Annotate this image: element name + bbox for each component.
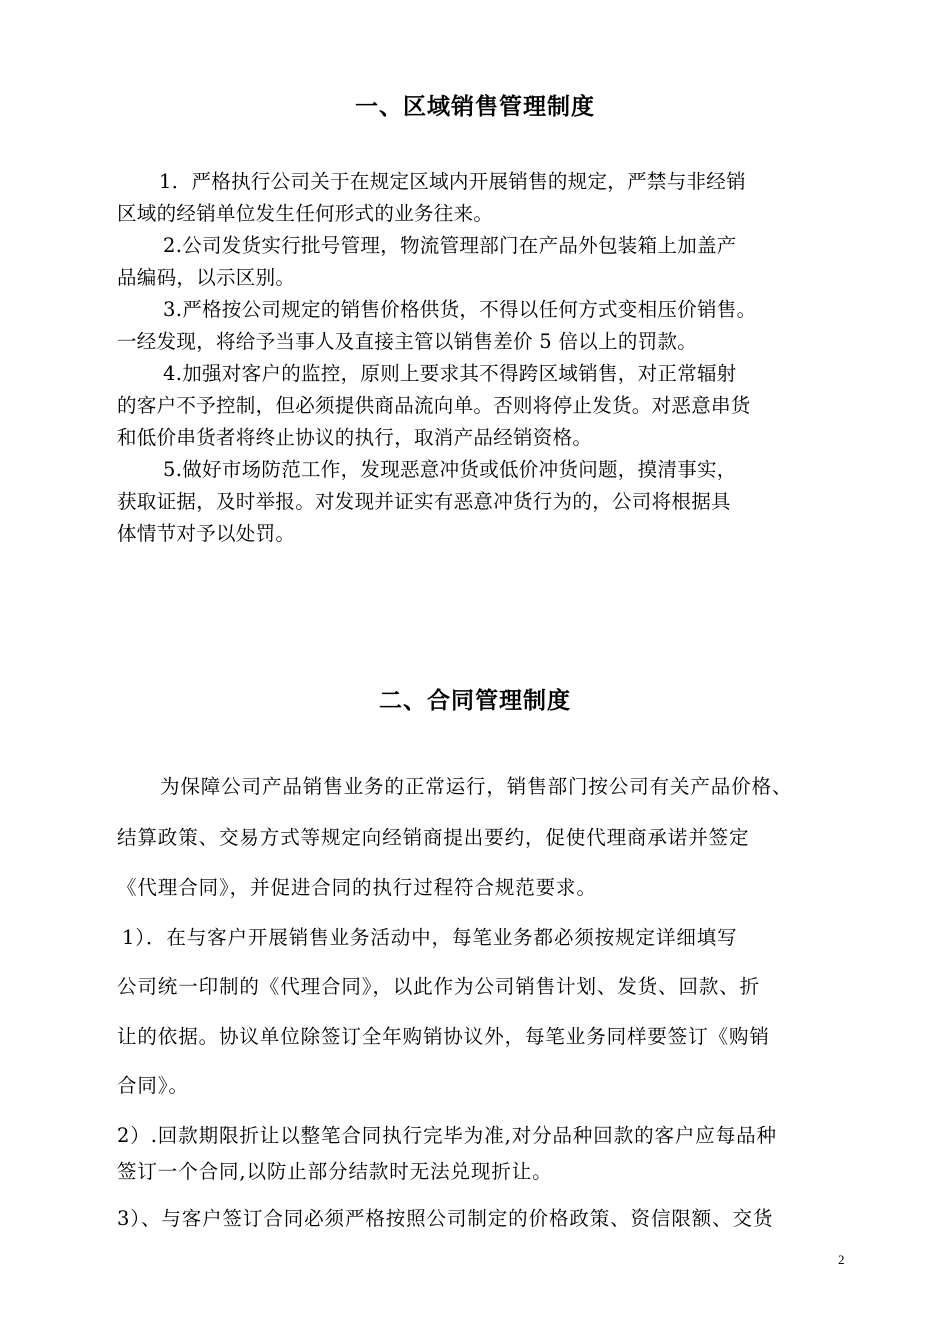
paragraph-line: 4.加强对客户的监控，原则上要求其不得跨区域销售，对正常辐射 [163,362,737,385]
paragraph-line: 获取证据，及时举报。对发现并证实有恶意冲货行为的，公司将根据具 [117,490,731,513]
section1-title: 一、区域销售管理制度 [355,94,595,120]
paragraph-line: 3）、与客户签订合同必须严格按照公司制定的价格政策、资信限额、交货 [117,1207,774,1230]
paragraph-line: 2.公司发货实行批号管理，物流管理部门在产品外包装箱上加盖产 [163,234,737,257]
paragraph-line: 结算政策、交易方式等规定向经销商提出要约，促使代理商承诺并签定 [117,826,750,849]
paragraph-line: 让的依据。协议单位除签订全年购销协议外，每笔业务同样要签订《购销 [117,1025,770,1048]
paragraph-line: 体情节对予以处罚。 [117,522,296,545]
paragraph-line: 合同》。 [117,1074,189,1097]
paragraph-line: 为保障公司产品销售业务的正常运行，销售部门按公司有关产品价格、 [160,775,793,798]
paragraph-line: 1．严格执行公司关于在规定区域内开展销售的规定，严禁与非经销 [159,170,746,193]
paragraph-line: 的客户不予控制，但必须提供商品流向单。否则将停止发货。对恶意串货 [117,394,751,417]
paragraph-line: 《代理合同》，并促进合同的执行过程符合规范要求。 [117,876,597,899]
section2-title: 二、合同管理制度 [379,688,571,714]
paragraph-line: 品编码，以示区别。 [117,266,296,289]
paragraph-line: 2）.回款期限折让以整笔合同执行完毕为准,对分品种回款的客户应每品种 [117,1124,777,1147]
paragraph-line: 一经发现，将给予当事人及直接主管以销售差价 5 倍以上的罚款。 [117,330,698,353]
paragraph-line: 和低价串货者将终止协议的执行，取消产品经销资格。 [117,426,593,449]
paragraph-line: 区域的经销单位发生任何形式的业务往来。 [117,202,494,225]
paragraph-line: 签订一个合同,以防止部分结款时无法兑现折让。 [117,1160,553,1183]
paragraph-line: 1）．在与客户开展销售业务活动中，每笔业务都必须按规定详细填写 [122,926,738,949]
page-number: 2 [838,1252,845,1267]
paragraph-line: 公司统一印制的《代理合同》，以此作为公司销售计划、发货、回款、折 [117,975,761,998]
paragraph-line: 5.做好市场防范工作，发现恶意冲货或低价冲货问题，摸清事实， [163,458,737,481]
paragraph-line: 3.严格按公司规定的销售价格供货，不得以任何方式变相压价销售。 [163,298,757,321]
